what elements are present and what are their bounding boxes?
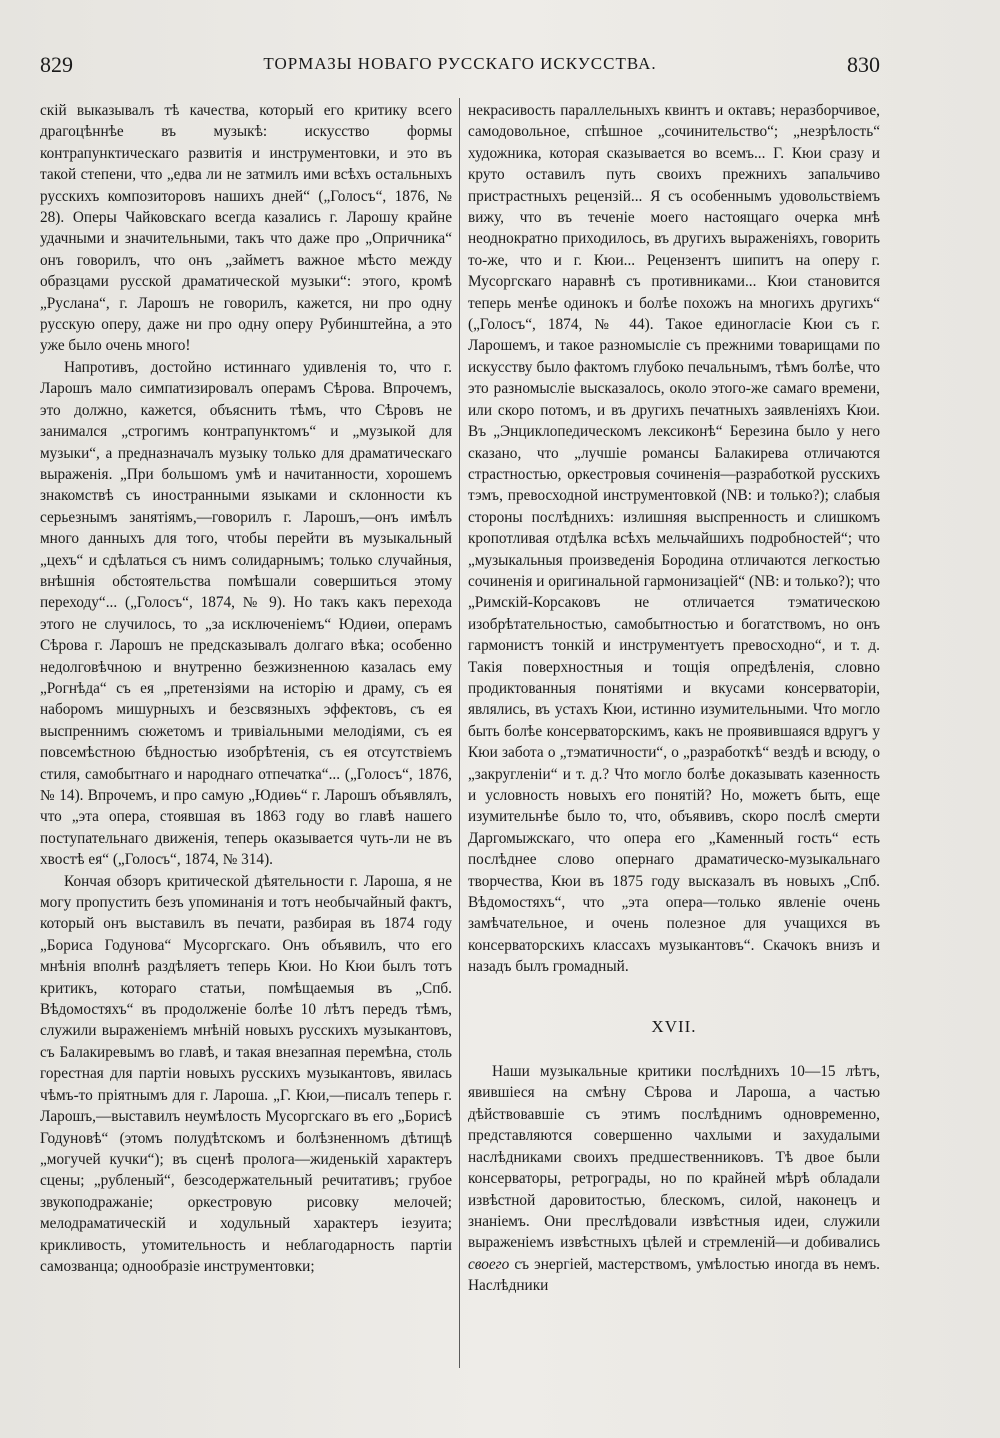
page-number-left: 829 [40,52,73,77]
paragraph: скій выказывалъ тѣ качества, который его критику всего драгоцѣннѣе въ музыкѣ: искусство формы контрапунктическаго развитія и инструментовки, и это въ такой степени, что „едва ли не затмилъ ими всѣхъ остальныхъ русскихъ композиторовъ нашихъ дней“ („Голосъ“, 1876, № 28). Оперы Чайковскаго всегда казались г. Ларошу крайне удачными и значительными, такъ что даже про „Опричника“ онъ говорилъ, что онъ „займетъ важное мѣсто между образцами русской драматической музыки“: этого, кромѣ „Руслана“, г. Ларошъ не говорилъ, кажется, ни про одну русскую оперу, даже ни про одну оперу Рубинштейна, а это уже было очень много! [40,102,452,355]
right-column [468,100,880,1297]
running-title: ТОРМАЗЫ НОВАГО РУССКАГО ИСКУССТВА. [263,54,657,73]
page-header [40,52,880,88]
paragraph [468,1061,880,1296]
column-divider [459,98,460,1368]
section-heading: XVII. [651,1016,697,1036]
page-number-right: 830 [847,52,880,77]
paragraph: Кончая обзоръ критической дѣятельности г. Лароша, я не могу пропустить безъ упоминанія и тотъ необычайный фактъ, который онъ выставилъ въ печати, разбирая въ 1874 году „Бориса Годунова“ Мусоргскаго. Онъ объявилъ, что его мнѣнія вполнѣ раздѣляетъ теперь Кюи. Но Кюи былъ тотъ критикъ, котораго статьи, помѣщаемыя въ „Спб. Вѣдомостяхъ“ въ продолженіе болѣе 10 лѣтъ передъ тѣмъ, служили выраженіемъ мнѣній новыхъ русскихъ музыкантовъ, съ Балакиревымъ во главѣ, и такая внезапная перемѣна, столь горестная для партіи новыхъ русскихъ музыкантовъ, явилась чѣмъ-то пріятнымъ для г. Лароша. „Г. Кюи,—писалъ теперь г. Ларошъ,—выставилъ неумѣлость Мусоргскаго въ его „Борисѣ Годуновѣ“ (этомъ полудѣтскомъ и болѣзненномъ дѣтищѣ „могучей кучки“); въ сценѣ пролога—жиденькій характеръ сцены; „рубленый“, безсодержательный речитативъ; грубое звукоподражаніе; оркестровую рисовку мелочей; мелодраматическій и ходульный характеръ іезуита; крикливость, утомительность и неблагодарность партіи самозванца; однообразіе инструментовки; [40,872,452,1275]
left-column [40,100,452,1277]
emphasis-text: своего [468,1255,510,1273]
paragraph-text: съ энергіей, мастерствомъ, умѣлостью иногда въ немъ. Наслѣдники [468,1255,880,1295]
paragraph: некрасивость параллельныхъ квинтъ и октавъ; неразборчивое, самодовольное, спѣшное „сочинительство“; „незрѣлость“ художника, которая сказывается во всемъ... Г. Кюи сразу и круто оставилъ путь своихъ прежнихъ запальчиво пристрастныхъ рецензій... Я съ особеннымъ удовольствіемъ вижу, что въ теченіе моего настоящаго очерка мнѣ неоднократно приходилось, въ другихъ выраженіяхъ, говорить то-же, что и г. Кюи... Рецензентъ шипитъ на оперу г. Мусоргскаго наравнѣ съ противниками... Кюи становится теперь менѣе одинокъ и болѣе похожъ на многихъ другихъ“ („Голосъ“, 1874, № 44). Такое единогласіе Кюи съ г. Ларошемъ, и такое разномысліе съ прежними товарищами по искусству было фактомъ глубоко печальнымъ, тѣмъ болѣе, что это разномысліе высказалось, около этого-же самаго времени, или скоро потомъ, и въ другихъ печатныхъ заявленіяхъ Кюи. Въ „Энциклопедическомъ лексиконѣ“ Березина было у него сказано, что „лучшіе романсы Балакирева отличаются страстностью, оркестровыя сочиненія—разработкой русскихъ тэмъ, превосходной инструментовкой (NB: и только?); слабыя стороны послѣднихъ: излишняя выспренность и слишкомъ кропотливая отдѣлка всѣхъ мельчайшихъ подробностей“; что „музыкальныя произведенія Бородина отличаются легкостью сочиненія и оригинальной гармонизаціей“ (NB: и только?); что „Римскій-Корсаковъ не отличается тэматическою изобрѣтательностью, самобытностью и богатствомъ, но онъ гармонистъ тонкій и инструментуетъ превосходно“, и т. д. Такія поверхностныя и тощія опредѣленія, словно продиктованныя понятіями и вкусами консерваторіи, являлись, въ устахъ Кюи, истинно изумительными. Что могло быть болѣе консерваторскимъ, какъ не проявившаяся вдругъ у Кюи забота о „тэматичности“, о „разработкѣ“ вездѣ и всюду, о „закругленіи“ и т. д.? Что могло болѣе доказывать казенность и условность новыхъ его понятій? Но, можетъ быть, еще изумительнѣе было то, что, объявивъ, скоро послѣ смерти Даргомыжскаго, что опера его „Каменный гость“ есть послѣднее слово опернаго драматическо-музыкальнаго творчества, Кюи въ 1875 году высказалъ въ новыхъ „Спб. Вѣдомостяхъ“, что „эта опера—только явленіе очень замѣчательное, и очень полезное для учащихся въ консерваторскихъ классахъ музыкантовъ“. Скачокъ внизъ и назадъ былъ громадный. [468,102,880,976]
paragraph-text: Наши музыкальные критики послѣднихъ 10—15 лѣтъ, явившіеся на смѣну Сѣрова и Лароша, а частью дѣйствовавшіе съ этимъ послѣднимъ одновременно, представляются совершенно чахлыми и захудалыми наслѣдниками своихъ предшественниковъ. Тѣ двое были консерваторы, ретрограды, но по крайней мѣрѣ обладали извѣстной даровитостью, блескомъ, силой, наконецъ и знаніемъ. Они преслѣдовали извѣстныя идеи, служили выраженіемъ извѣстныхъ цѣлей и стремленій—и добивались [468,1063,880,1252]
paragraph: Напротивъ, достойно истиннаго удивленія то, что г. Ларошъ мало симпатизировалъ операмъ Сѣрова. Впрочемъ, это должно, кажется, объяснить тѣмъ, что Сѣровъ не занимался „строгимъ контрапунктомъ“ и „музыкой для музыки“, а предназначалъ музыку только для драматическаго выраженія. „При большомъ умѣ и начитанности, хорошемъ знакомствѣ съ иностранными языками и склонности къ серьезнымъ занятіямъ,—говорилъ г. Ларошъ,—онъ имѣлъ много данныхъ для того, чтобы перейти въ музыкальный „цехъ“ и сдѣлаться съ нимъ солидарнымъ; только случайныя, внѣшнія обстоятельства помѣшали совершиться этому переходу“... („Голосъ“, 1874, № 9). Но такъ какъ перехода этого не случилось, то „за исключеніемъ“ Юдиѳи, операмъ Сѣрова г. Ларошъ не предсказывалъ долгаго вѣка; особенно недолговѣчною и внутренно безжизненною казалась ему „Рогнѣда“ съ ея „претензіями на исторію и драму, съ ея наборомъ мишурныхъ и безсвязныхъ эффектовъ, съ ея выспреннимъ сюжетомъ и тривіальными мелодіями, съ ея повсемѣстною бѣдностью изобрѣтенія, съ ея отсутствіемъ стиля, самобытнаго и народнаго отпечатка“... („Голосъ“, 1876, № 14). Впрочемъ, и про самую „Юдиѳь“ г. Ларошъ объявлялъ, что „эта опера, стоявшая въ 1863 году во главѣ нашего поступательнаго движенія, теперь оказывается чуть-ли не въ хвостѣ ея“ („Голосъ“, 1874, № 314). [40,358,452,869]
